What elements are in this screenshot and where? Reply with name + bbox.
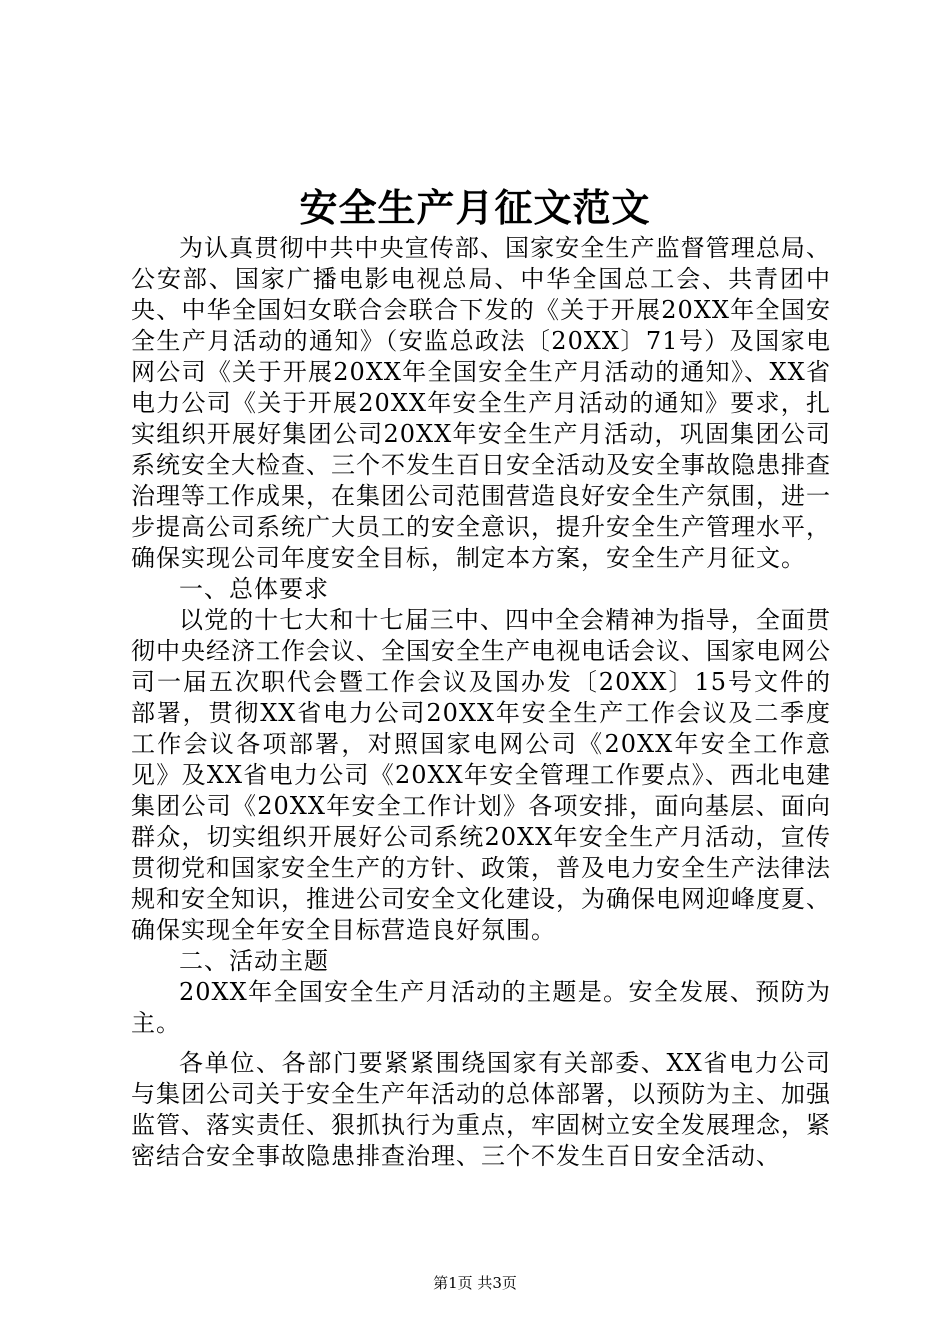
paragraph-activity-theme: 20XX年全国安全生产月活动的主题是。安全发展、预防为主。 xyxy=(131,978,831,1037)
document-title: 安全生产月征文范文 xyxy=(299,185,651,230)
paragraph-general-requirements: 以党的十七大和十七届三中、四中全会精神为指导，全面贯彻中央经济工作会议、全国安全生产电视电话会议、国家电网公司一届五次职代会暨工作会议及国办发〔20XX〕15号文件的部署，贯彻XX省电力公司20XX年安全生产工作会议及二季度工作会议各项部署，对照国家电网公司《20XX年安全工作意见》及XX省电力公司《20XX年安全管理工作要点》、西北电建集团公司《20XX年安全工作计划》各项安排，面向基层、面向群众，切实组织开展好公司系统20XX年安全生产月活动，宣传贯彻党和国家安全生产的方针、政策，普及电力安全生产法律法规和安全知识，推进公司安全文化建设，为确保电网迎峰度夏、确保实现全年安全目标营造良好氛围。 xyxy=(131,606,831,944)
section-heading-general-requirements: 一、总体要求 xyxy=(179,575,329,603)
page-number-footer: 第1页 共3页 xyxy=(433,1274,517,1292)
section-heading-activity-theme: 二、活动主题 xyxy=(179,947,329,975)
paragraph-intro: 为认真贯彻中共中央宣传部、国家安全生产监督管理总局、公安部、国家广播电影电视总局、中华全国总工会、共青团中央、中华全国妇女联合会联合下发的《关于开展20XX年全国安全生产月活动的通知》（安监总政法〔20XX〕71号）及国家电网公司《关于开展20XX年全国安全生产月活动的通知》、XX省电力公司《关于开展20XX年安全生产月活动的通知》要求，扎实组织开展好集团公司20XX年安全生产月活动，巩固集团公司系统安全大检查、三个不发生百日安全活动及安全事故隐患排查治理等工作成果，在集团公司范围营造良好安全生产氛围，进一步提高公司系统广大员工的安全意识，提升安全生产管理水平，确保实现公司年度安全目标，制定本方案，安全生产月征文。 xyxy=(131,234,831,572)
document-body xyxy=(131,233,831,1172)
paragraph-units-departments: 各单位、各部门要紧紧围绕国家有关部委、XX省电力公司与集团公司关于安全生产年活动的总体部署，以预防为主、加强监管、落实责任、狠抓执行为重点，牢固树立安全发展理念，紧密结合安全事故隐患排查治理、三个不发生百日安全活动、 xyxy=(131,1049,831,1170)
